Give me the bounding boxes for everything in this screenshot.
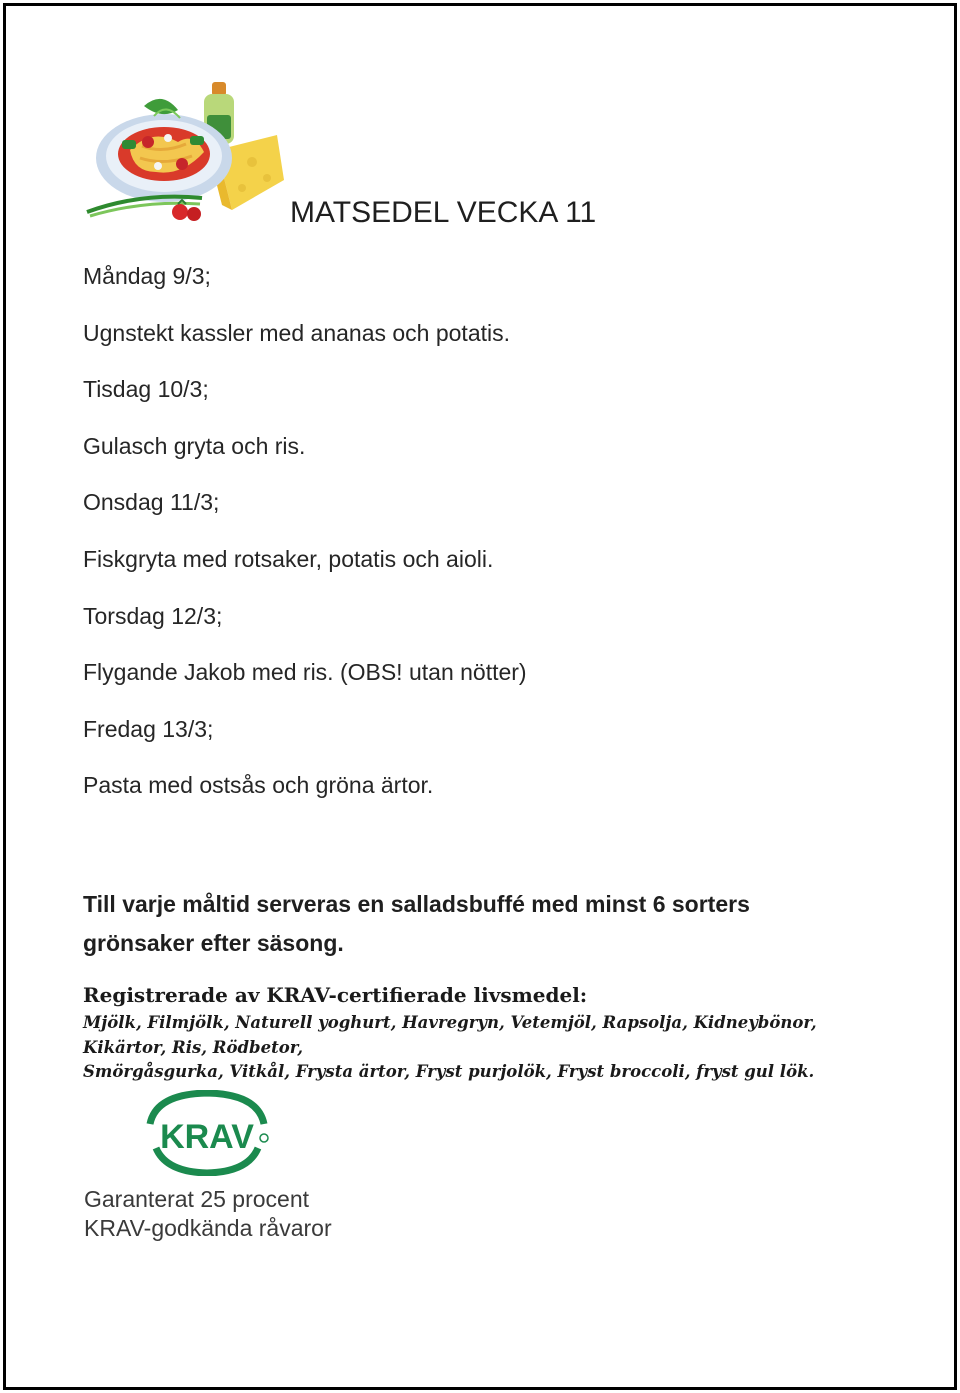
krav-guarantee-caption <box>84 1185 332 1243</box>
krav-ingredients-line: Kikärtor, Ris, Rödbetor, <box>83 1037 303 1057</box>
menu-dish-tuesday: Gulasch gryta och ris. <box>83 432 306 459</box>
krav-ingredients-line: Smörgåsgurka, Vitkål, Frysta ärtor, Fryst purjolök, Fryst broccoli, fryst gul lök. <box>83 1062 815 1081</box>
krav-ingredients-line: Mjölk, Filmjölk, Naturell yoghurt, Havregryn, Vetemjöl, Rapsolja, Kidneybönor, <box>83 1013 817 1032</box>
food-illustration-icon <box>82 80 287 230</box>
menu-day-tuesday: Tisdag 10/3; <box>83 376 209 403</box>
menu-dish-wednesday: Fiskgryta med rotsaker, potatis och aioli. <box>83 545 494 572</box>
menu-day-wednesday: Onsdag 11/3; <box>83 489 220 516</box>
krav-ingredients-list <box>83 1011 903 1085</box>
page-title: MATSEDEL VECKA 11 <box>290 196 597 229</box>
krav-logo-icon <box>142 1090 272 1176</box>
menu-day-thursday: Torsdag 12/3; <box>83 602 223 629</box>
menu-day-friday: Fredag 13/3; <box>83 715 214 742</box>
menu-dish-thursday: Flygande Jakob med ris. (OBS! utan nötter) <box>83 659 527 686</box>
krav-heading: Registrerade av KRAV-certifierade livsmedel: <box>83 983 588 1007</box>
krav-caption-line: Garanterat 25 procent <box>84 1186 310 1212</box>
krav-ingredients-section <box>83 980 903 1085</box>
menu-dish-monday: Ugnstekt kassler med ananas och potatis. <box>83 319 511 346</box>
krav-caption-line: KRAV-godkända råvaror <box>84 1215 332 1241</box>
weekly-menu <box>83 262 883 828</box>
salad-buffet-note: Till varje måltid serveras en salladsbuffé med minst 6 sorters grönsaker efter säsong. <box>83 891 750 956</box>
menu-dish-friday: Pasta med ostsås och gröna ärtor. <box>83 772 434 799</box>
krav-logo-text: KRAV <box>160 1118 254 1156</box>
menu-day-monday: Måndag 9/3; <box>83 263 211 289</box>
